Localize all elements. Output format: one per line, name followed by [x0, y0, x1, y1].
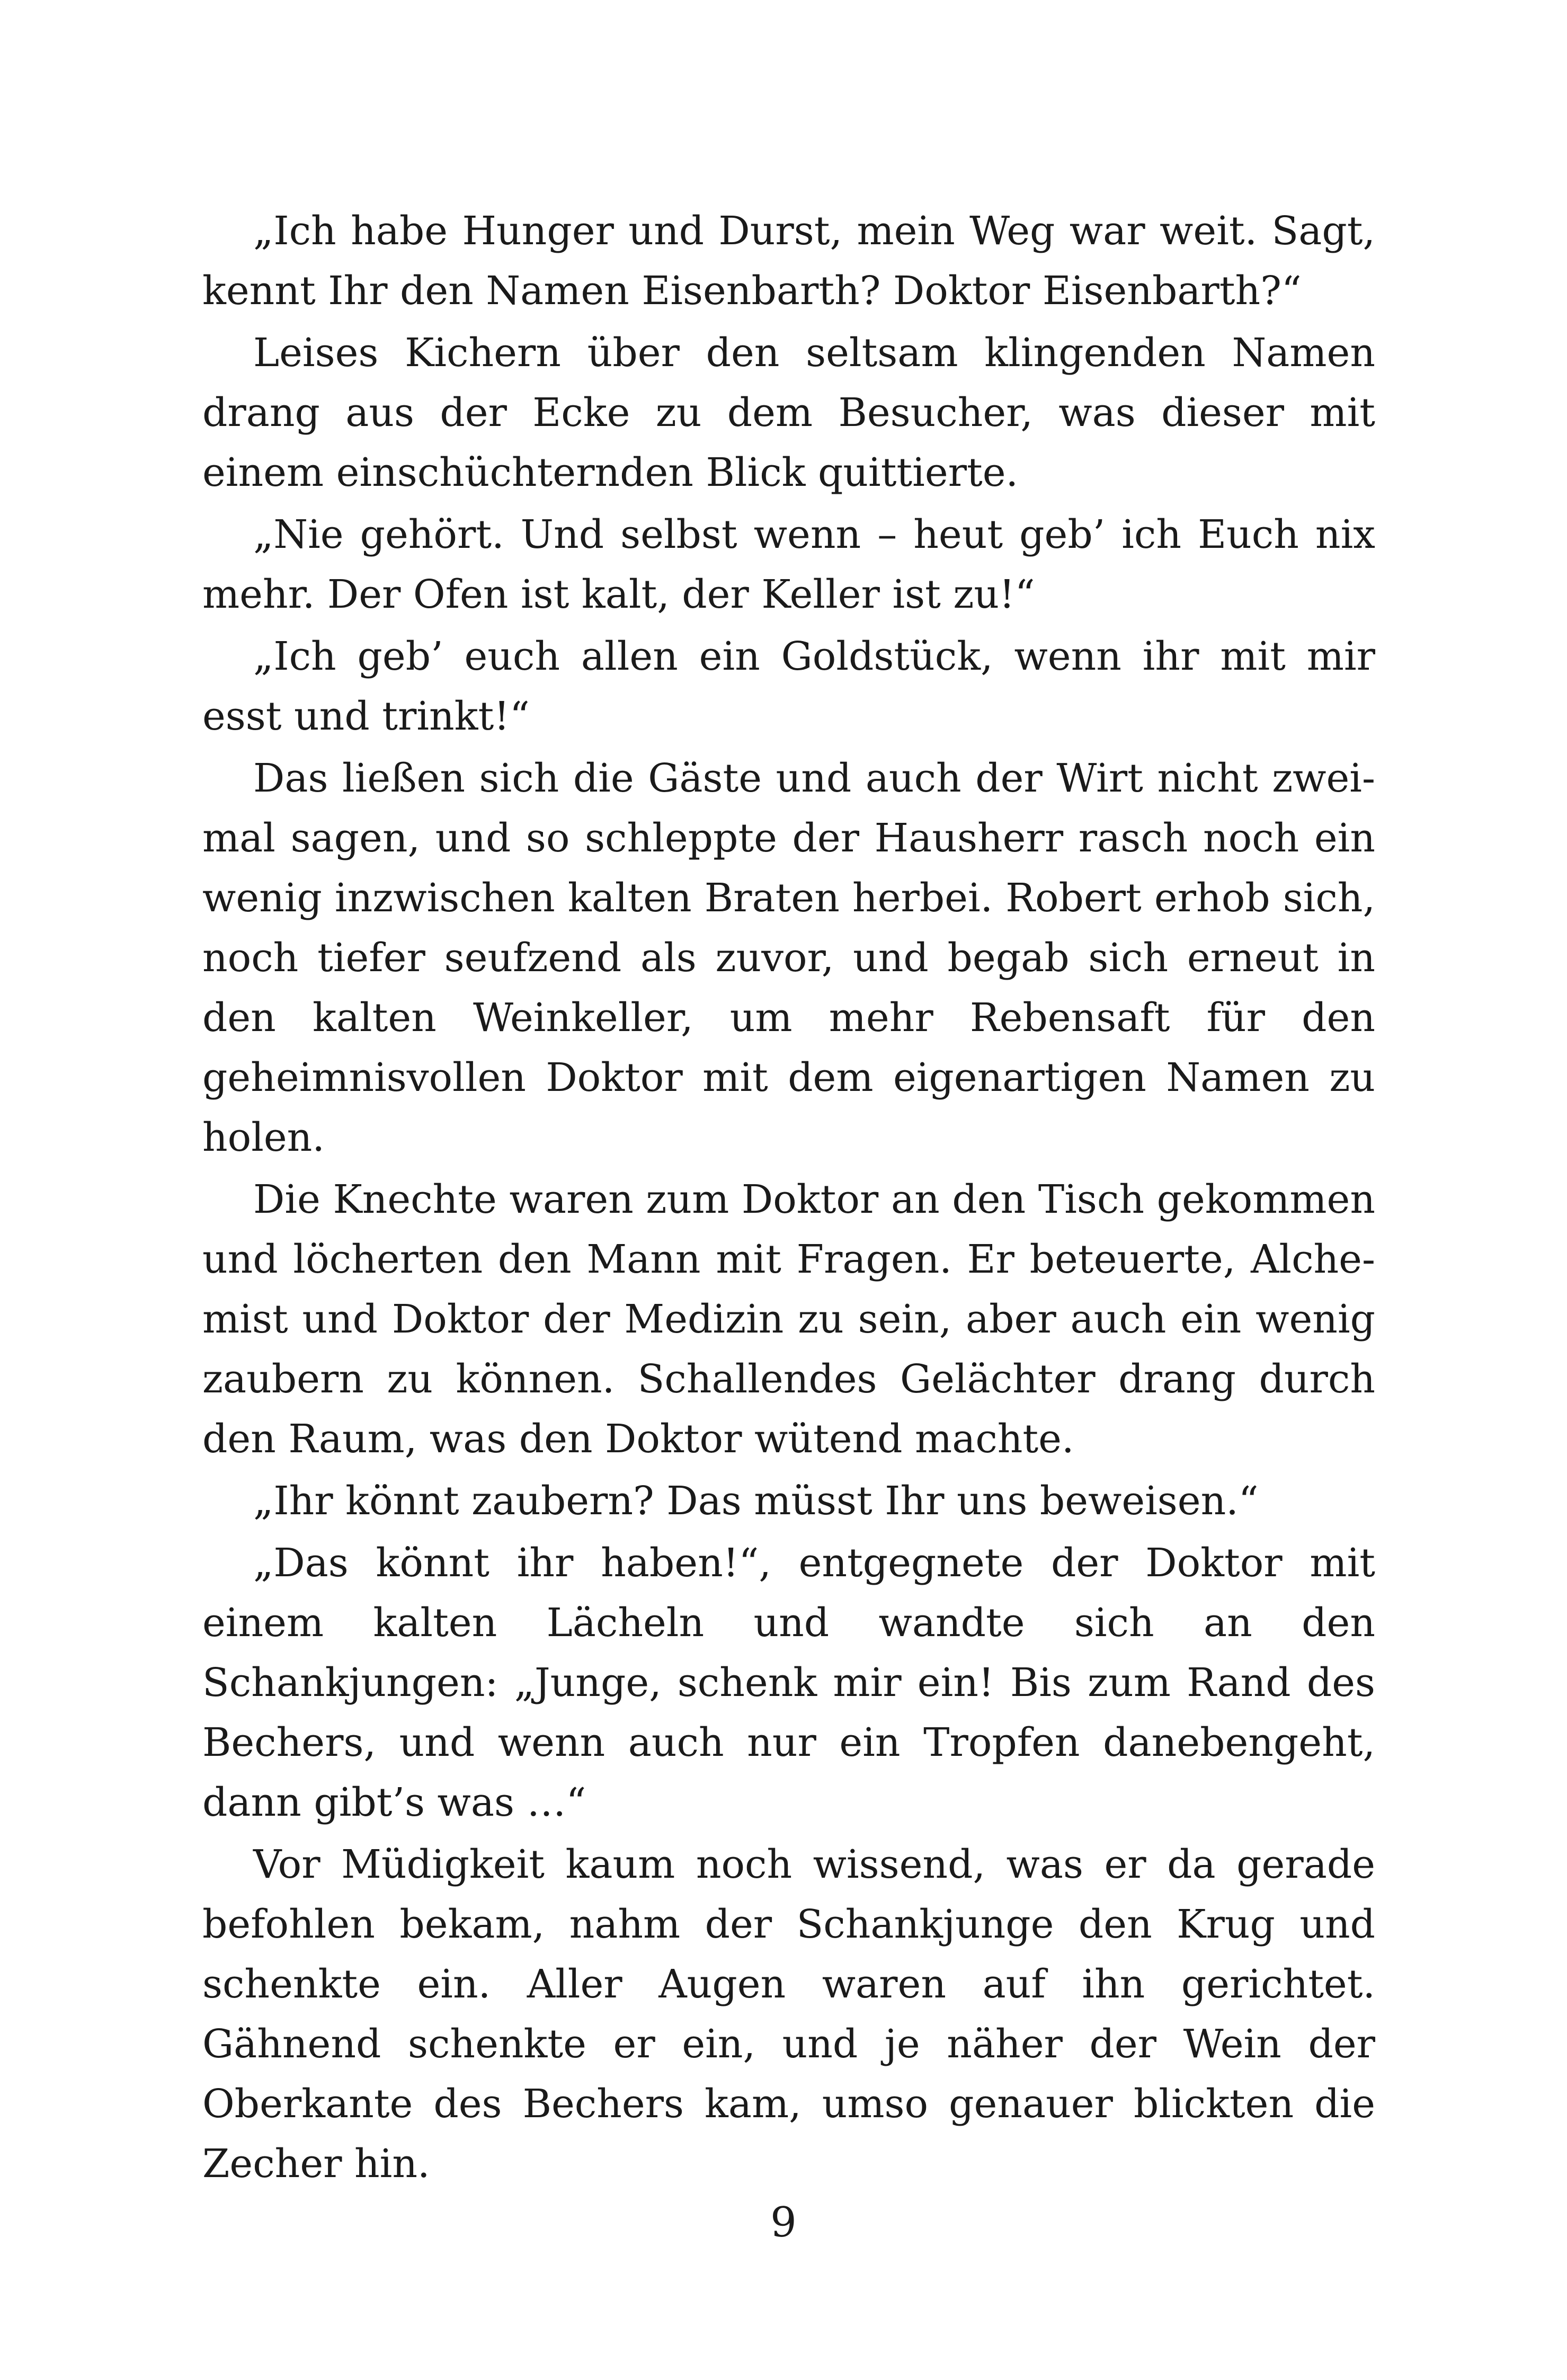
paragraph-3: „Nie gehört. Und selbst wenn – heut geb’ ich Euch nix mehr. Der Ofen ist kalt, der Keller ist zu!“	[202, 512, 1375, 617]
paragraph-4: „Ich geb’ euch allen ein Goldstück, wenn ihr mit mir esst und trinkt!“	[202, 634, 1375, 739]
paragraph-7: „Ihr könnt zaubern? Das müsst Ihr uns beweisen.“	[253, 1478, 1259, 1524]
page-number: 9	[770, 2199, 797, 2246]
paragraph-1: „Ich habe Hunger und Durst, mein Weg war weit. Sagt, kennt Ihr den Namen Eisenbarth? Doktor Eisenbarth?“	[202, 208, 1375, 314]
body-text	[202, 201, 1375, 2196]
paragraph-8: „Das könnt ihr haben!“, entgegnete der Doktor mit einem kalten Lächeln und wandte sich an den Schankjungen: „Junge, schenk mir ein! Bis zum Rand des Bechers, und wenn auch nur ein Tropfen danebengeht, dann gibt’s was …“	[202, 1540, 1375, 1825]
paragraph-9: Vor Müdigkeit kaum noch wissend, was er da gerade befohlen bekam, nahm der Schankjunge den Krug und schenkte ein. Aller Augen waren auf ihn gerichtet. Gähnend schenkte er ein, und je näher der Wein der Oberkante des Bechers kam, umso genauer blickten die Zecher hin.	[202, 1842, 1375, 2187]
paragraph-6: Die Knechte waren zum Doktor an den Tisch gekommen und löcherten den Mann mit Fragen. Er beteuerte, Alchemist und Doktor der Medizin zu sein, aber auch ein wenig zaubern zu können. Schallendes Gelächter drang durch den Raum, was den Doktor wütend machte.	[202, 1177, 1375, 1462]
paragraph-2: Leises Kichern über den seltsam klingenden Namen drang aus der Ecke zu dem Besucher, was dieser mit einem einschüchternden Blick quittierte.	[202, 330, 1375, 495]
paragraph-5: Das ließen sich die Gäste und auch der Wirt nicht zweimal sagen, und so schleppte der Hausherr rasch noch ein wenig inzwischen kalten Braten herbei. Robert erhob sich, noch tiefer seufzend als zuvor, und begab sich erneut in den kalten Weinkeller, um mehr Rebensaft für den geheimnisvollen Doktor mit dem eigenartigen Namen zu holen.	[202, 756, 1375, 1160]
